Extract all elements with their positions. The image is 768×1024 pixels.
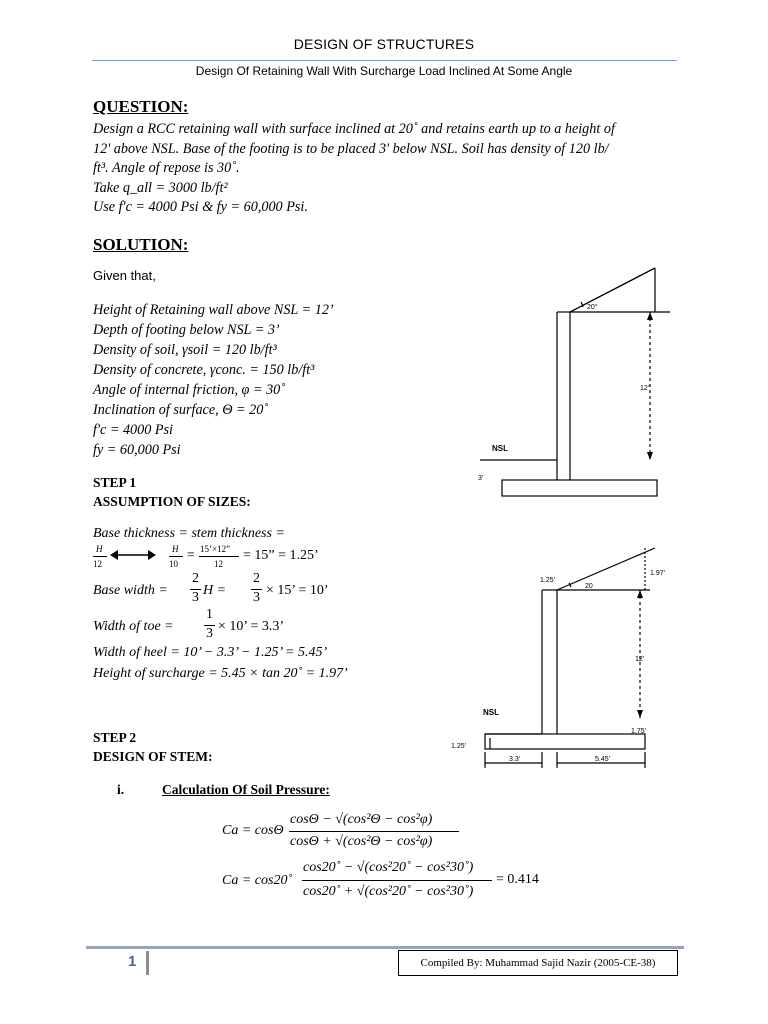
footer-credit: Compiled By: Muhammad Sajid Nazir (2005-CE-38) [398,950,678,976]
angle-label: 20° [587,304,598,311]
equals-sign: = [186,548,196,563]
header-rule [92,60,677,61]
surcharge-line: Height of surcharge = 5.45 × tan 20˚ = 1.97’ [93,666,348,681]
question-line-2: 12' above NSL. Base of the footing is to be placed 3' below NSL. Soil has density of 120 lb/ [93,140,609,157]
heel-label: 5.45' [595,756,610,763]
given-line: Height of Retaining wall above NSL = 12’ [93,302,334,318]
frac-bar [289,831,459,832]
step2-title: DESIGN OF STEM: [93,749,213,764]
footer-rule [86,946,684,949]
given-line: Depth of footing below NSL = 3’ [93,322,280,338]
frac-h10-num: H [172,544,179,554]
question-line-1: Design a RCC retaining wall with surface inclined at 20˚ and retains earth up to a height of [93,121,615,137]
step2-label: STEP 2 [93,730,137,745]
page-number: 1 [128,953,137,970]
page-number-separator [146,951,149,975]
height-label: 12' [640,385,650,392]
base-width-post: × 15’ = 10’ [266,583,329,598]
frac-result: = 15” = 1.25’ [243,548,319,563]
frac-den-3: 3 [253,590,260,605]
height-label: 12' [635,656,645,663]
frac-num-2: 2 [253,571,260,586]
frac-bar [93,556,107,557]
frac-calc-num: 15’×12” [200,544,231,554]
nsl-label: NSL [483,708,499,717]
retaining-wall-diagram-1 [460,260,670,500]
toe-label: 3.3' [509,756,521,763]
frac-bar [199,556,239,557]
question-heading: QUESTION: [93,97,189,116]
base-width-mid: H = [203,583,227,598]
frac-h10-den: 10 [169,559,178,569]
inclined-surface [557,548,655,590]
frac-h12-den: 12 [93,559,102,569]
toe-post: × 10’ = 3.3’ [218,619,285,634]
subsection-number: i. [117,782,125,797]
frac-bar [169,556,183,557]
base-thickness-label: 1.25' [451,743,466,750]
subsection-title: Calculation Of Soil Pressure: [162,782,330,797]
given-line: Inclination of surface, Θ = 20˚ [93,402,269,418]
ca-eq2-num: cos20˚ − √(cos²20˚ − cos²30˚) [303,860,474,875]
surcharge-label: 1.97' [650,570,665,577]
given-line: f'c = 4000 Psi [93,422,173,438]
heel-line: Width of heel = 10’ − 3.3’ − 1.25’ = 5.45’ [93,645,328,660]
frac-calc-den: 12 [214,559,223,569]
ca-eq1-den: cosΘ + √(cos²Θ − cos²φ) [290,834,433,849]
question-line-3: ft³. Angle of repose is 30˚. [93,160,240,176]
frac-den-3: 3 [192,590,199,605]
nsl-label: NSL [492,444,508,453]
base-thickness-line: Base thickness = stem thickness = [93,526,285,541]
solution-heading: SOLUTION: [93,235,189,254]
toe-pre: Width of toe = [93,619,174,634]
footing-base [502,480,657,496]
step1-label: STEP 1 [93,475,137,490]
frac-bar [302,880,492,881]
frac-h12-num: H [96,544,103,554]
document-subtitle: Design Of Retaining Wall With Surcharge Load Inclined At Some Angle [195,64,573,78]
question-line-5: Use f'c = 4000 Psi & fy = 60,000 Psi. [93,199,308,215]
base-width-pre: Base width = [93,583,168,598]
ca-eq1-num: cosΘ − √(cos²Θ − cos²φ) [290,812,433,827]
depth-label: 3' [478,475,484,482]
given-intro: Given that, [93,268,156,283]
given-line: Density of soil, γsoil = 120 lb/ft³ [93,342,277,358]
footing-base [485,734,645,749]
ca-eq1-pre: Ca = cosΘ [222,823,284,838]
frac-num-1: 1 [206,607,213,622]
given-line: Angle of internal friction, φ = 30˚ [93,382,285,398]
document-title: DESIGN OF STRUCTURES [293,36,475,52]
frac-num-2: 2 [192,571,199,586]
frac-den-3: 3 [206,626,213,641]
double-arrow-icon [110,549,156,561]
given-line: fy = 60,000 Psi [93,442,181,458]
step1-title: ASSUMPTION OF SIZES: [93,494,251,509]
ca-eq2-pre: Ca = cos20˚ [222,873,293,888]
ca-eq2-den: cos20˚ + √(cos²20˚ − cos²30˚) [303,884,474,899]
question-body [93,120,683,218]
angle-label: 20 [585,583,593,590]
given-line: Density of concrete, γconc. = 150 lb/ft³ [93,362,315,378]
retaining-wall-diagram-2 [445,538,675,778]
question-line-4: Take q_all = 3000 lb/ft² [93,179,228,196]
ca-eq2-result: = 0.414 [496,872,539,887]
stem-thickness-label: 1.25' [540,577,555,584]
mark-label: 1.75' [631,728,646,735]
